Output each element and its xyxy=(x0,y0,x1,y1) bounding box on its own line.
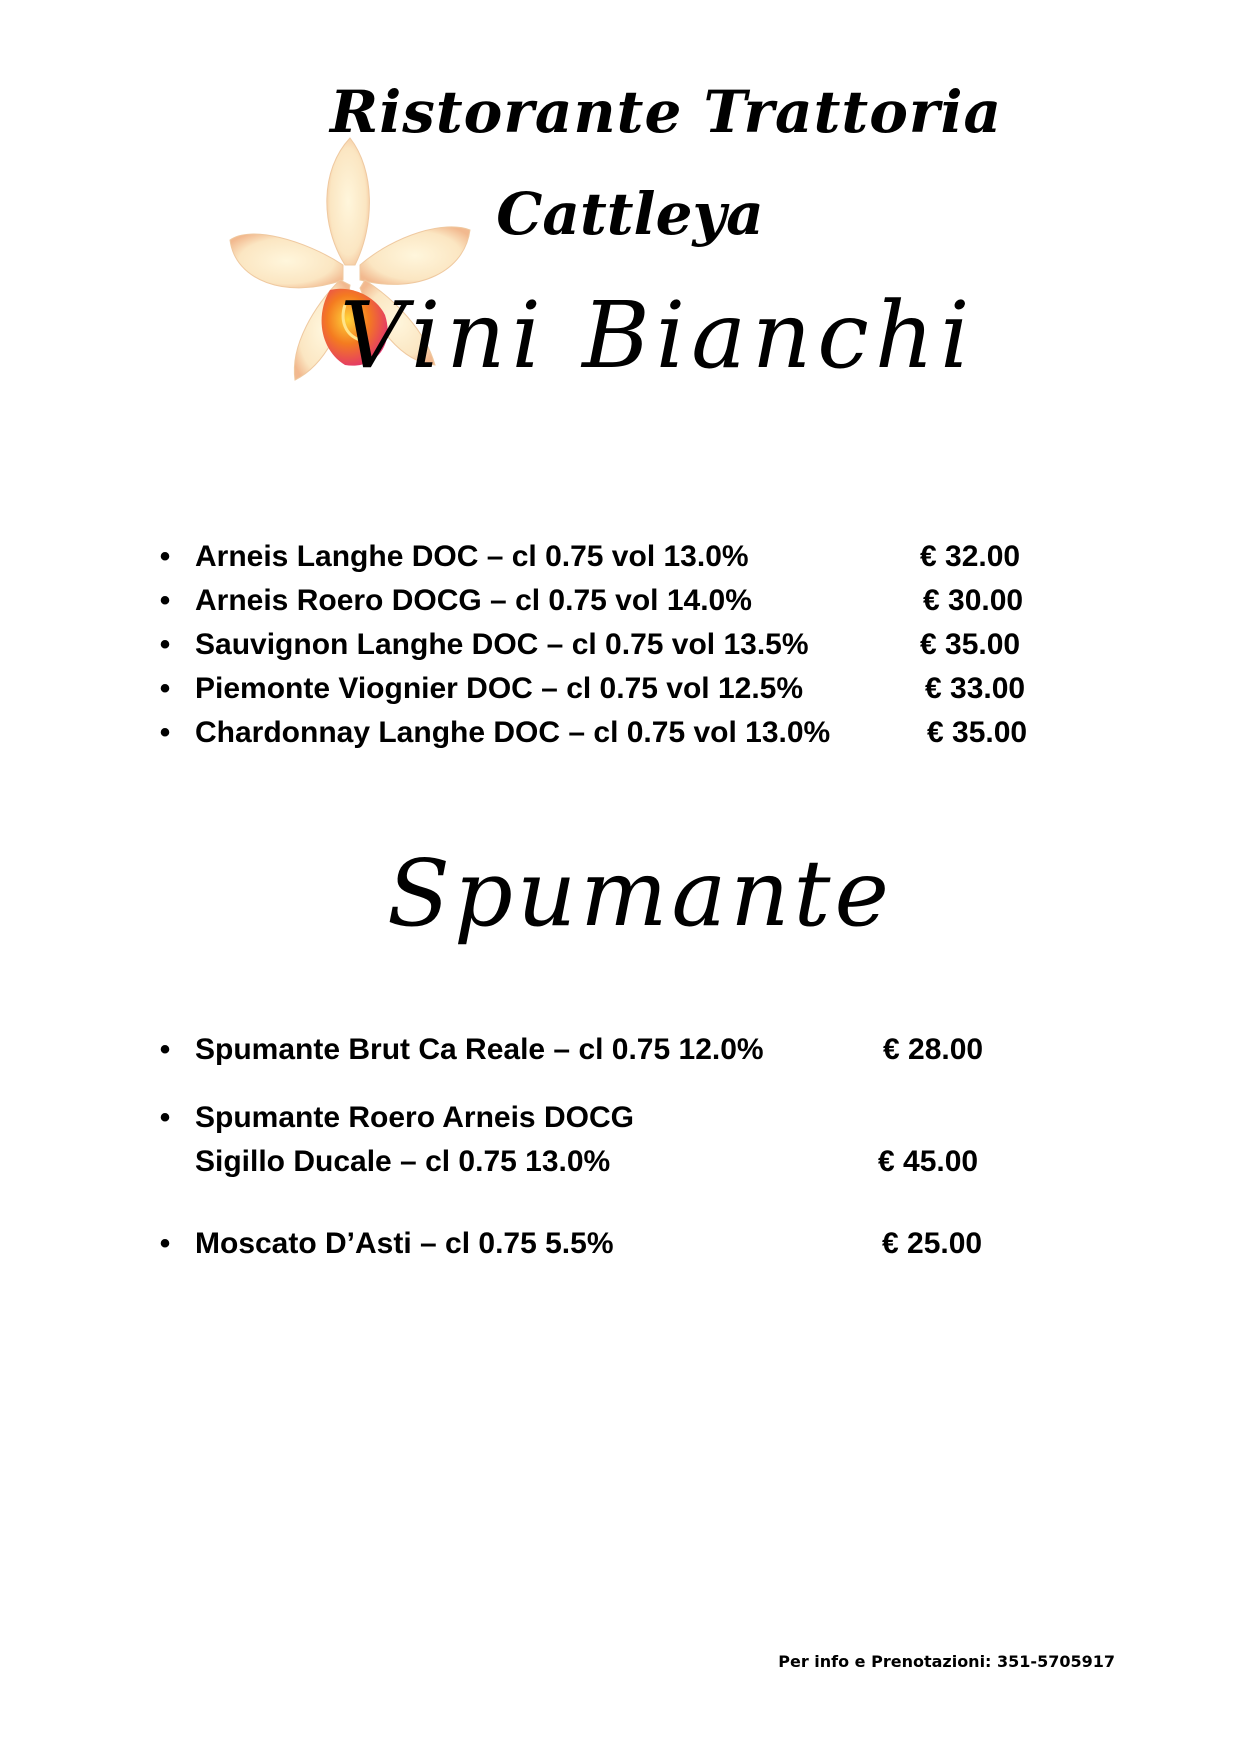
wine-name: Moscato D’Asti – cl 0.75 5.5% xyxy=(195,1227,614,1260)
contact-info: Per info e Prenotazioni: 351-5705917 xyxy=(778,1652,1115,1671)
wine-price: € 30.00 xyxy=(923,584,1024,617)
wine-name-line2: Sigillo Ducale – cl 0.75 13.0% xyxy=(195,1145,611,1178)
bullet-icon: • xyxy=(159,628,171,661)
wine-name: Arneis Langhe DOC – cl 0.75 vol 13.0% xyxy=(195,540,749,573)
wine-price: € 33.00 xyxy=(925,672,1026,705)
spumante-list xyxy=(155,1028,1105,1266)
wine-name: Chardonnay Langhe DOC – cl 0.75 vol 13.0% xyxy=(195,716,831,749)
wine-name: Piemonte Viognier DOC – cl 0.75 vol 12.5% xyxy=(195,672,804,705)
wine-price: € 25.00 xyxy=(882,1227,983,1260)
wine-price: € 32.00 xyxy=(920,540,1021,573)
wine-price: € 28.00 xyxy=(883,1033,984,1066)
bullet-icon: • xyxy=(159,1101,171,1134)
list-item xyxy=(155,711,1105,755)
bullet-icon: • xyxy=(159,1033,171,1066)
bullet-icon: • xyxy=(159,1227,171,1260)
list-item xyxy=(155,623,1105,667)
wine-name: Spumante Brut Ca Reale – cl 0.75 12.0% xyxy=(195,1033,764,1066)
restaurant-title: Ristorante Trattoria xyxy=(330,78,1003,146)
list-item xyxy=(155,535,1105,579)
wine-name: Spumante Roero Arneis DOCG xyxy=(195,1101,634,1134)
list-item xyxy=(155,1222,1105,1266)
bullet-icon: • xyxy=(159,672,171,705)
list-item xyxy=(155,667,1105,711)
bullet-icon: • xyxy=(159,584,171,617)
list-item xyxy=(155,579,1105,623)
wine-name: Arneis Roero DOCG – cl 0.75 vol 14.0% xyxy=(195,584,752,617)
restaurant-name: Cattleya xyxy=(496,180,764,248)
wine-price: € 35.00 xyxy=(927,716,1028,749)
vini-bianchi-list xyxy=(155,535,1105,755)
list-item xyxy=(155,1096,1105,1222)
wine-name: Sauvignon Langhe DOC – cl 0.75 vol 13.5% xyxy=(195,628,809,661)
bullet-icon: • xyxy=(159,540,171,573)
wine-price: € 45.00 xyxy=(878,1145,979,1178)
section-heading-vini-bianchi: Vini Bianchi xyxy=(340,282,976,389)
bullet-icon: • xyxy=(159,716,171,749)
wine-price: € 35.00 xyxy=(920,628,1021,661)
list-item xyxy=(155,1028,1105,1096)
section-heading-spumante: Spumante xyxy=(387,840,893,947)
